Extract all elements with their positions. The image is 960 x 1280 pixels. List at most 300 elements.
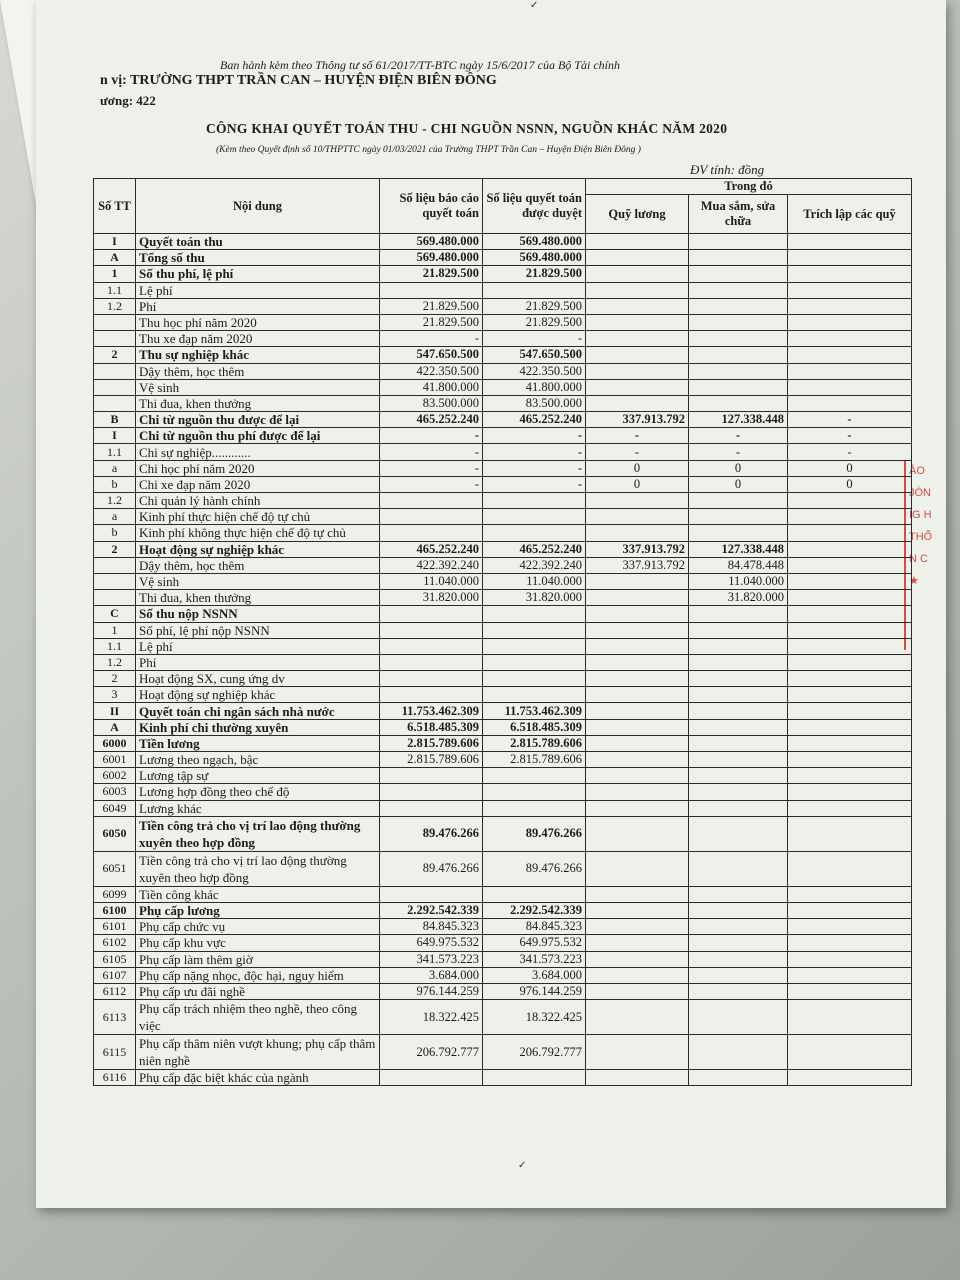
cell-reported — [380, 886, 483, 902]
table-row — [94, 476, 912, 492]
cell-salary-fund: 0 — [586, 476, 689, 492]
cell-content: Phụ cấp thâm niên vượt khung; phụ cấp thâm niên nghề — [136, 1035, 380, 1070]
cell-funds — [788, 525, 912, 541]
cell-stt: 3 — [94, 687, 136, 703]
table-body — [94, 234, 912, 1086]
cell-funds — [788, 1070, 912, 1086]
cell-funds — [788, 816, 912, 851]
cell-approved: - — [483, 460, 586, 476]
cell-reported: 21.829.500 — [380, 266, 483, 282]
table-row — [94, 935, 912, 951]
cell-repair — [689, 800, 788, 816]
cell-funds — [788, 768, 912, 784]
cell-approved: 6.518.485.309 — [483, 719, 586, 735]
table-row — [94, 493, 912, 509]
cell-salary-fund — [586, 298, 689, 314]
cell-funds — [788, 234, 912, 250]
cell-stt: 6050 — [94, 816, 136, 851]
table-row — [94, 768, 912, 784]
table-row — [94, 444, 912, 460]
cell-reported — [380, 509, 483, 525]
col-stt: Số TT — [94, 179, 136, 234]
cell-funds — [788, 314, 912, 330]
cell-funds: - — [788, 444, 912, 460]
cell-funds — [788, 703, 912, 719]
cell-salary-fund — [586, 735, 689, 751]
cell-approved: 2.292.542.339 — [483, 902, 586, 918]
table-row — [94, 800, 912, 816]
cell-funds — [788, 654, 912, 670]
cell-stt: a — [94, 460, 136, 476]
cell-reported — [380, 1070, 483, 1086]
cell-content: Chi xe đạp năm 2020 — [136, 476, 380, 492]
cell-repair — [689, 282, 788, 298]
cell-repair — [689, 735, 788, 751]
cell-salary-fund — [586, 935, 689, 951]
table-row — [94, 266, 912, 282]
staple-mark: ✓ — [530, 0, 539, 11]
cell-repair — [689, 967, 788, 983]
cell-approved — [483, 282, 586, 298]
cell-salary-fund — [586, 671, 689, 687]
cell-funds: - — [788, 428, 912, 444]
cell-repair — [689, 654, 788, 670]
cell-funds — [788, 395, 912, 411]
cell-approved — [483, 687, 586, 703]
col-salary-fund: Quỹ lương — [586, 195, 689, 234]
cell-approved: 21.829.500 — [483, 314, 586, 330]
cell-content: Phí — [136, 654, 380, 670]
cell-content: Lệ phí — [136, 282, 380, 298]
document-subtitle: (Kèm theo Quyết định số 10/THPTTC ngày 01/03/2021 của Trường THPT Trần Can – Huyện Điện Biên Đông ) — [216, 145, 641, 155]
cell-approved — [483, 671, 586, 687]
cell-content: Thu xe đạp năm 2020 — [136, 331, 380, 347]
cell-reported: 21.829.500 — [380, 314, 483, 330]
table-row — [94, 967, 912, 983]
cell-repair — [689, 525, 788, 541]
cell-approved: 422.350.500 — [483, 363, 586, 379]
cell-approved: 11.753.462.309 — [483, 703, 586, 719]
cell-repair — [689, 266, 788, 282]
cell-stt: A — [94, 719, 136, 735]
cell-approved — [483, 606, 586, 622]
table-row — [94, 784, 912, 800]
table-row — [94, 1000, 912, 1035]
cell-stt: 6112 — [94, 983, 136, 999]
cell-salary-fund — [586, 886, 689, 902]
cell-stt: I — [94, 428, 136, 444]
cell-reported: 89.476.266 — [380, 816, 483, 851]
table-row — [94, 719, 912, 735]
cell-salary-fund: 337.913.792 — [586, 541, 689, 557]
cell-stt: 1.1 — [94, 282, 136, 298]
cell-approved — [483, 886, 586, 902]
table-row — [94, 1035, 912, 1070]
table-row — [94, 654, 912, 670]
cell-stt: 6113 — [94, 1000, 136, 1035]
cell-repair — [689, 784, 788, 800]
cell-stt: 2 — [94, 541, 136, 557]
cell-salary-fund: - — [586, 428, 689, 444]
cell-approved: 465.252.240 — [483, 541, 586, 557]
cell-salary-fund: 337.913.792 — [586, 412, 689, 428]
cell-repair — [689, 379, 788, 395]
table-row — [94, 525, 912, 541]
cell-approved: 11.040.000 — [483, 573, 586, 589]
cell-reported — [380, 784, 483, 800]
cell-approved: 341.573.223 — [483, 951, 586, 967]
table-row — [94, 314, 912, 330]
cell-approved: 547.650.500 — [483, 347, 586, 363]
cell-reported — [380, 768, 483, 784]
cell-funds — [788, 752, 912, 768]
cell-content: Chi học phí năm 2020 — [136, 460, 380, 476]
cell-salary-fund — [586, 768, 689, 784]
cell-repair — [689, 331, 788, 347]
table-row — [94, 752, 912, 768]
cell-repair — [689, 493, 788, 509]
cell-repair — [689, 298, 788, 314]
cell-funds — [788, 622, 912, 638]
stamp-line: THỐ — [909, 531, 933, 543]
cell-reported — [380, 525, 483, 541]
cell-content: Phụ cấp chức vụ — [136, 919, 380, 935]
table-row — [94, 919, 912, 935]
cell-repair: 0 — [689, 476, 788, 492]
cell-stt: 1.2 — [94, 298, 136, 314]
cell-stt — [94, 557, 136, 573]
cell-approved — [483, 493, 586, 509]
cell-salary-fund — [586, 282, 689, 298]
col-of-which: Trong đó — [586, 179, 912, 195]
cell-content: Chi quản lý hành chính — [136, 493, 380, 509]
cell-approved: 206.792.777 — [483, 1035, 586, 1070]
cell-stt: A — [94, 250, 136, 266]
cell-content: Phụ cấp lương — [136, 902, 380, 918]
cell-reported: 569.480.000 — [380, 250, 483, 266]
cell-stt — [94, 590, 136, 606]
cell-salary-fund — [586, 363, 689, 379]
cell-content: Quyết toán chi ngân sách nhà nước — [136, 703, 380, 719]
cell-funds — [788, 784, 912, 800]
cell-stt — [94, 314, 136, 330]
cell-salary-fund — [586, 919, 689, 935]
cell-repair — [689, 622, 788, 638]
cell-salary-fund — [586, 1035, 689, 1070]
cell-approved — [483, 768, 586, 784]
cell-reported: 547.650.500 — [380, 347, 483, 363]
cell-funds — [788, 735, 912, 751]
cell-content: Dậy thêm, học thêm — [136, 557, 380, 573]
cell-stt: 1 — [94, 622, 136, 638]
cell-reported: 649.975.532 — [380, 935, 483, 951]
cell-salary-fund — [586, 638, 689, 654]
cell-stt: 1 — [94, 266, 136, 282]
cell-content: Lương hợp đồng theo chế độ — [136, 784, 380, 800]
cell-stt: 6107 — [94, 967, 136, 983]
cell-stt: 6000 — [94, 735, 136, 751]
cell-salary-fund — [586, 250, 689, 266]
cell-salary-fund — [586, 622, 689, 638]
cell-approved: 569.480.000 — [483, 250, 586, 266]
cell-content: Phụ cấp ưu đãi nghề — [136, 983, 380, 999]
cell-stt: 1.1 — [94, 638, 136, 654]
cell-stt: 2 — [94, 671, 136, 687]
cell-salary-fund — [586, 902, 689, 918]
cell-content: Quyết toán thu — [136, 234, 380, 250]
cell-content: Lương khác — [136, 800, 380, 816]
cell-reported: 422.392.240 — [380, 557, 483, 573]
cell-approved — [483, 800, 586, 816]
cell-funds — [788, 379, 912, 395]
cell-content: Số phí, lệ phí nộp NSNN — [136, 622, 380, 638]
cell-reported: 2.815.789.606 — [380, 752, 483, 768]
table-row — [94, 250, 912, 266]
cell-approved: - — [483, 476, 586, 492]
cell-funds — [788, 983, 912, 999]
cell-repair — [689, 1000, 788, 1035]
cell-content: Phí — [136, 298, 380, 314]
cell-repair: 0 — [689, 460, 788, 476]
cell-reported: - — [380, 476, 483, 492]
cell-salary-fund: 0 — [586, 460, 689, 476]
unit-name: n vị: TRƯỜNG THPT TRẦN CAN – HUYỆN ĐIỆN BIÊN ĐÔNG — [100, 73, 497, 88]
cell-repair — [689, 902, 788, 918]
cell-stt: b — [94, 476, 136, 492]
cell-reported: 31.820.000 — [380, 590, 483, 606]
cell-content: Chi sự nghiệp............ — [136, 444, 380, 460]
cell-funds — [788, 902, 912, 918]
cell-approved: 89.476.266 — [483, 851, 586, 886]
cell-funds — [788, 541, 912, 557]
cell-stt: II — [94, 703, 136, 719]
cell-reported: - — [380, 444, 483, 460]
cell-salary-fund — [586, 654, 689, 670]
cell-repair — [689, 314, 788, 330]
cell-repair: 11.040.000 — [689, 573, 788, 589]
cell-salary-fund — [586, 784, 689, 800]
cell-stt: b — [94, 525, 136, 541]
cell-reported: - — [380, 331, 483, 347]
cell-reported — [380, 638, 483, 654]
cell-salary-fund — [586, 379, 689, 395]
cell-funds — [788, 266, 912, 282]
table-row — [94, 1070, 912, 1086]
cell-repair: - — [689, 428, 788, 444]
cell-salary-fund — [586, 234, 689, 250]
col-repair: Mua sắm, sửa chữa — [689, 195, 788, 234]
cell-repair — [689, 363, 788, 379]
cell-approved: 31.820.000 — [483, 590, 586, 606]
cell-funds: 0 — [788, 460, 912, 476]
cell-reported — [380, 687, 483, 703]
cell-salary-fund — [586, 525, 689, 541]
cell-funds — [788, 919, 912, 935]
cell-content: Hoạt động sự nghiệp khác — [136, 687, 380, 703]
table-row — [94, 671, 912, 687]
cell-content: Tiền công trả cho vị trí lao động thường xuyên theo hợp đồng — [136, 851, 380, 886]
table-row — [94, 687, 912, 703]
cell-approved — [483, 1070, 586, 1086]
cell-approved: 18.322.425 — [483, 1000, 586, 1035]
table-row — [94, 703, 912, 719]
stamp-line: N C — [909, 553, 928, 565]
cell-content: Tiền lương — [136, 735, 380, 751]
cell-content: Phụ cấp trách nhiệm theo nghề, theo công việc — [136, 1000, 380, 1035]
cell-reported — [380, 800, 483, 816]
cell-repair — [689, 1035, 788, 1070]
cell-repair — [689, 234, 788, 250]
cell-content: Thi đua, khen thưởng — [136, 590, 380, 606]
cell-reported: - — [380, 460, 483, 476]
cell-funds — [788, 347, 912, 363]
table-row — [94, 606, 912, 622]
table-row — [94, 347, 912, 363]
cell-funds — [788, 509, 912, 525]
cell-repair — [689, 347, 788, 363]
cell-repair — [689, 851, 788, 886]
cell-salary-fund — [586, 266, 689, 282]
cell-salary-fund — [586, 347, 689, 363]
table-row — [94, 282, 912, 298]
cell-stt: 6115 — [94, 1035, 136, 1070]
cell-salary-fund — [586, 967, 689, 983]
cell-repair — [689, 919, 788, 935]
cell-stt: 1.1 — [94, 444, 136, 460]
cell-content: Chi từ nguồn thu phí được để lại — [136, 428, 380, 444]
cell-stt: 6049 — [94, 800, 136, 816]
cell-funds — [788, 951, 912, 967]
table-row — [94, 638, 912, 654]
cell-content: Lương theo ngạch, bậc — [136, 752, 380, 768]
cell-stt — [94, 363, 136, 379]
stamp-line: JÒN — [909, 487, 931, 499]
cell-content: Kinh phí không thực hiện chế độ tự chủ — [136, 525, 380, 541]
cell-stt: 6100 — [94, 902, 136, 918]
cell-reported: 2.292.542.339 — [380, 902, 483, 918]
table-row — [94, 951, 912, 967]
cell-salary-fund — [586, 983, 689, 999]
cell-funds — [788, 363, 912, 379]
cell-reported: - — [380, 428, 483, 444]
cell-approved — [483, 622, 586, 638]
cell-approved: 569.480.000 — [483, 234, 586, 250]
cell-approved: - — [483, 331, 586, 347]
cell-content: Phụ cấp đặc biệt khác của ngành — [136, 1070, 380, 1086]
cell-funds — [788, 1000, 912, 1035]
cell-repair: 127.338.448 — [689, 412, 788, 428]
cell-stt: 6002 — [94, 768, 136, 784]
cell-repair — [689, 1070, 788, 1086]
table-row — [94, 460, 912, 476]
cell-reported: 3.684.000 — [380, 967, 483, 983]
cell-approved: 2.815.789.606 — [483, 752, 586, 768]
cell-reported — [380, 493, 483, 509]
cell-funds — [788, 671, 912, 687]
cell-funds: - — [788, 412, 912, 428]
cell-salary-fund — [586, 606, 689, 622]
cell-approved: 83.500.000 — [483, 395, 586, 411]
cell-reported: 89.476.266 — [380, 851, 483, 886]
cell-repair — [689, 250, 788, 266]
cell-approved — [483, 509, 586, 525]
cell-funds — [788, 282, 912, 298]
table-row — [94, 816, 912, 851]
col-approved: Số liệu quyết toán được duyệt — [483, 179, 586, 234]
cell-content: Chi từ nguồn thu được để lại — [136, 412, 380, 428]
cell-repair: 127.338.448 — [689, 541, 788, 557]
cell-approved: 465.252.240 — [483, 412, 586, 428]
col-reported: Số liệu báo cáo quyết toán — [380, 179, 483, 234]
cell-content: Hoạt động SX, cung ứng dv — [136, 671, 380, 687]
cell-repair — [689, 752, 788, 768]
stamp-line: ÀO — [909, 465, 925, 477]
table-row — [94, 509, 912, 525]
cell-repair — [689, 687, 788, 703]
cell-funds — [788, 250, 912, 266]
cell-stt: 6051 — [94, 851, 136, 886]
table-row — [94, 573, 912, 589]
cell-salary-fund — [586, 331, 689, 347]
cell-salary-fund — [586, 703, 689, 719]
cell-stt — [94, 379, 136, 395]
cell-repair — [689, 606, 788, 622]
cell-approved: - — [483, 428, 586, 444]
table-row — [94, 428, 912, 444]
table-row — [94, 298, 912, 314]
cell-stt: B — [94, 412, 136, 428]
cell-content: Kinh phí thực hiện chế độ tự chủ — [136, 509, 380, 525]
cell-content: Lương tập sự — [136, 768, 380, 784]
cell-stt: 6001 — [94, 752, 136, 768]
cell-approved — [483, 784, 586, 800]
cell-funds — [788, 886, 912, 902]
cell-repair — [689, 395, 788, 411]
cell-reported: 465.252.240 — [380, 541, 483, 557]
cell-approved: 649.975.532 — [483, 935, 586, 951]
cell-stt: 1.2 — [94, 654, 136, 670]
cell-stt — [94, 395, 136, 411]
cell-approved — [483, 638, 586, 654]
cell-funds: 0 — [788, 476, 912, 492]
cell-stt: 6116 — [94, 1070, 136, 1086]
cell-reported — [380, 606, 483, 622]
cell-salary-fund — [586, 816, 689, 851]
cell-content: Phụ cấp nặng nhọc, độc hại, nguy hiểm — [136, 967, 380, 983]
cell-salary-fund — [586, 800, 689, 816]
table-row — [94, 395, 912, 411]
cell-approved — [483, 525, 586, 541]
table-row — [94, 735, 912, 751]
cell-repair — [689, 719, 788, 735]
cell-repair — [689, 703, 788, 719]
cell-content: Tiền công khác — [136, 886, 380, 902]
cell-salary-fund: 337.913.792 — [586, 557, 689, 573]
table-row — [94, 622, 912, 638]
cell-content: Tổng số thu — [136, 250, 380, 266]
cell-reported: 6.518.485.309 — [380, 719, 483, 735]
cell-funds — [788, 719, 912, 735]
cell-salary-fund — [586, 573, 689, 589]
cell-approved: 976.144.259 — [483, 983, 586, 999]
cell-stt: 6102 — [94, 935, 136, 951]
cell-salary-fund — [586, 719, 689, 735]
cell-content: Thi đua, khen thưởng — [136, 395, 380, 411]
cell-reported — [380, 654, 483, 670]
stamp-line: IG H — [909, 509, 932, 521]
cell-content: Dậy thêm, học thêm — [136, 363, 380, 379]
table-row — [94, 412, 912, 428]
